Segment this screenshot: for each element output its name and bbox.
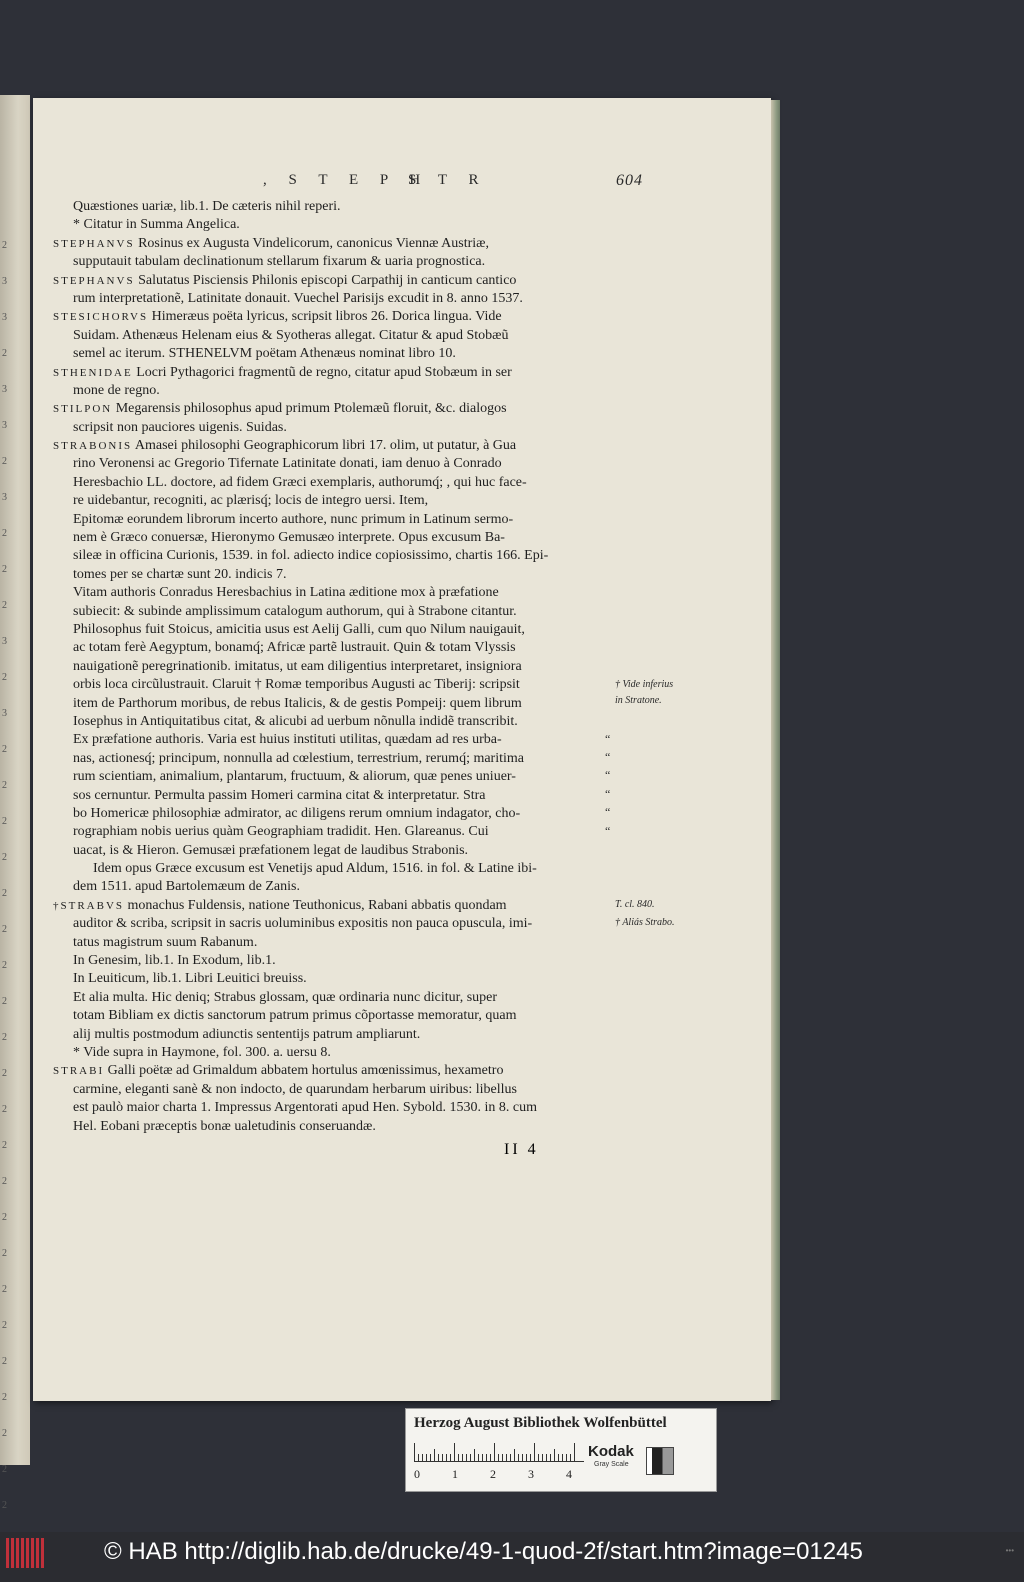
ruler-tick	[542, 1454, 543, 1461]
prev-page-mark: 3	[2, 492, 7, 503]
text-line	[53, 915, 613, 933]
line-text: In Genesim, lib.1. In Exodum, lib.1.	[73, 953, 276, 969]
ruler-tick	[510, 1454, 511, 1461]
prev-page-mark: 2	[2, 1356, 7, 1367]
text-line	[53, 1118, 613, 1136]
text-line	[53, 695, 613, 713]
prev-page-mark: 2	[2, 1212, 7, 1223]
prev-page-mark: 3	[2, 708, 7, 719]
line-text: Quæstiones uariæ, lib.1. De cæteris nihil reperi.	[73, 199, 341, 214]
text-line	[53, 345, 613, 363]
prev-page-mark: 2	[2, 744, 7, 755]
ruler-tick	[490, 1454, 491, 1461]
margin-note: † Vide inferius	[615, 679, 674, 690]
prev-page-mark: 2	[2, 924, 7, 935]
text-line	[53, 731, 613, 749]
prev-page-mark: 2	[2, 456, 7, 467]
line-text: rum scientiam, animalium, plantarum, fructuum, & aliorum, quæ penes uniuer-	[73, 769, 516, 785]
line-text: semel ac iterum. STHENELVM poëtam Athenæus nominat libro 10.	[73, 346, 456, 362]
ruler-tick	[518, 1454, 519, 1461]
text-line	[53, 198, 613, 216]
ruler-tick	[462, 1454, 463, 1461]
ruler-tick	[418, 1454, 419, 1461]
prev-page-mark: 3	[2, 636, 7, 647]
line-text: Ex præfatione authoris. Varia est huius instituti utilitas, quædam ad res urba-	[73, 732, 502, 748]
text-line	[53, 621, 613, 639]
line-text: Et alia multa. Hic deniq; Strabus glossam, quæ ordinaria nunc dicitur, super	[73, 989, 498, 1005]
text-line	[53, 1099, 613, 1117]
page-edge	[771, 100, 780, 1400]
ruler-tick	[502, 1454, 503, 1461]
line-text: rino Veronensi ac Gregorio Tifernate Latinitate donati, iam denuo à Conrado	[73, 456, 502, 472]
line-text: Hel. Eobani præceptis bonæ ualetudinis conseruandæ.	[73, 1118, 376, 1134]
margin-note: T. cl. 840.	[615, 899, 655, 910]
footer-bar	[0, 1532, 1024, 1582]
line-text: Galli poëtæ ad Grimaldum abbatem hortulus amœnissimus, hexametro	[104, 1063, 504, 1079]
text-line	[53, 253, 613, 271]
text-line	[53, 474, 613, 492]
text-line	[53, 787, 613, 805]
line-text: Epitomæ eorundem librorum incerto authore, nunc primum in Latinum sermo-	[73, 511, 514, 527]
line-text: dem 1511. apud Bartolemæum de Zanis.	[73, 879, 300, 895]
line-text: carmine, eleganti sanè & non indocto, de quarundam herbarum uiribus: libellus	[73, 1081, 517, 1097]
margin-note: † Aliás Strabo.	[615, 917, 675, 928]
line-text: Iosephus in Antiquitatibus citat, & alicubi ad uerbum nõnulla indidẽ transcribit.	[73, 713, 518, 729]
quote-mark: “	[605, 823, 611, 838]
ruler-scale	[414, 1439, 584, 1462]
prev-page-mark: 2	[2, 348, 7, 359]
prev-page-mark: 2	[2, 600, 7, 611]
prev-page-mark: 2	[2, 672, 7, 683]
line-text: orbis loca circũlustrauit. Claruit † Romæ temporibus Augusti ac Tiberij: scripsit	[73, 677, 520, 693]
ruler-tick	[414, 1443, 415, 1461]
line-text: sos cernuntur. Permulta passim Homeri carmina citat & interpretatur. Stra	[73, 787, 486, 803]
prev-page-mark: 2	[2, 528, 7, 539]
text-line	[53, 952, 613, 970]
prev-page-mark: 2	[2, 1500, 7, 1511]
ruler-number: 3	[528, 1467, 534, 1481]
line-text: * Vide supra in Haymone, fol. 300. a. uersu 8.	[73, 1044, 331, 1060]
text-line	[53, 419, 613, 437]
text-line	[53, 676, 613, 694]
ruler-tick	[430, 1454, 431, 1461]
library-label	[405, 1408, 717, 1492]
ruler-tick	[514, 1449, 515, 1461]
text-line	[53, 584, 613, 602]
prev-page-mark: 3	[2, 384, 7, 395]
line-text: rum interpretationẽ, Latinitate donauit. Vuechel Parisijs excudit in 8. anno 1537.	[73, 290, 523, 306]
line-text: auditor & scriba, scripsit in sacris uoluminibus expositis non pauca opuscula, imi-	[73, 916, 533, 932]
text-line	[53, 897, 613, 915]
prev-page-mark: 2	[2, 240, 7, 251]
text-line	[53, 639, 613, 657]
line-text: alij multis postmodum adiunctis sententijs patrum ampliarunt.	[73, 1026, 421, 1042]
ruler-tick	[530, 1454, 531, 1461]
ruler-tick	[486, 1454, 487, 1461]
entry-name: STHENIDAE	[53, 366, 133, 379]
ruler-tick	[574, 1443, 575, 1461]
ruler-tick	[558, 1454, 559, 1461]
prev-page-mark: 2	[2, 1140, 7, 1151]
entry-name: STESICHORVS	[53, 311, 149, 324]
prev-page-mark: 2	[2, 1428, 7, 1439]
line-text: nem è Græco conuersæ, Hieronymo Gemusæo interprete. Opus excusum Ba-	[73, 530, 505, 546]
prev-page-mark: 2	[2, 996, 7, 1007]
previous-page-edge	[0, 95, 30, 1511]
text-line	[53, 750, 613, 768]
entry-name: †STRABVS	[53, 899, 125, 912]
ruler-tick	[538, 1454, 539, 1461]
ruler-tick	[570, 1454, 571, 1461]
ruler-tick	[566, 1454, 567, 1461]
text-line	[53, 547, 613, 565]
ruler-tick	[478, 1454, 479, 1461]
ruler-tick	[426, 1454, 427, 1461]
text-line	[53, 364, 613, 382]
ruler-tick	[450, 1454, 451, 1461]
text-line	[53, 400, 613, 418]
entry-name: STRABI	[53, 1065, 105, 1078]
ruler-tick	[446, 1454, 447, 1461]
ruler-tick	[534, 1443, 535, 1461]
line-text: ac totam ferè Aegyptum, bonamq́; Africæ partẽ lustrauit. Quin & totam Vlyssis	[73, 640, 516, 656]
text-line	[53, 308, 613, 326]
prev-page-mark: 2	[2, 1392, 7, 1403]
text-line	[53, 989, 613, 1007]
line-text: item de Parthorum moribus, de rebus Italicis, & de gestis Pompeij: quem librum	[73, 695, 522, 711]
ruler-tick	[458, 1454, 459, 1461]
line-text: * Citatur in Summa Angelica.	[73, 217, 240, 233]
prev-page-mark: 3	[2, 420, 7, 431]
line-text: Himeræus poëta lyricus, scripsit libros 26. Dorica lingua. Vide	[148, 309, 502, 325]
running-header	[203, 172, 643, 194]
quote-mark: “	[605, 750, 611, 764]
line-text: totam Bibliam ex dictis sanctorum patrum primus cõportasse memoratur, quam	[73, 1008, 517, 1024]
text-line	[53, 1026, 613, 1044]
ruler-tick	[562, 1454, 563, 1461]
prev-page-mark: 2	[2, 1320, 7, 1331]
line-text: In Leuiticum, lib.1. Libri Leuitici breuiss.	[73, 971, 307, 987]
line-text: Idem opus Græce excusum est Venetijs apud Aldum, 1516. in fol. & Latine ibi-	[93, 861, 537, 877]
text-line	[53, 970, 613, 988]
ruler-tick	[474, 1449, 475, 1461]
line-text: rographiam nobis uerius quàm Geographiam tradidit. Hen. Glareanus. Cui	[73, 824, 489, 840]
text-line	[53, 492, 613, 510]
text-line	[53, 878, 613, 896]
line-text: subiecit: & subinde amplissimum catalogum authorum, qui à Strabone citantur.	[73, 603, 517, 619]
prev-page-mark: 2	[2, 1176, 7, 1187]
gray-scale-label: Gray Scale	[594, 1461, 629, 1468]
line-text: Salutatus Pisciensis Philonis episcopi Carpathij in canticum cantico	[134, 272, 517, 288]
catchword: II 4	[504, 1141, 539, 1158]
prev-page-mark: 2	[2, 1464, 7, 1475]
ruler-tick	[466, 1454, 467, 1461]
ruler-tick	[454, 1443, 455, 1461]
text-line	[53, 1081, 613, 1099]
text-line	[53, 768, 613, 786]
prev-page-mark: 2	[2, 1032, 7, 1043]
line-text: tomes per se chartæ sunt 20. indicis 7.	[73, 566, 287, 582]
ruler-number: 1	[452, 1467, 458, 1481]
text-line	[53, 603, 613, 621]
page-number: 604	[616, 172, 643, 189]
line-text: Amasei philosophi Geographicorum libri 17. olim, ut putatur, à Gua	[132, 438, 517, 454]
line-text: tatus magistrum suum Rabanum.	[73, 934, 258, 950]
ruler-number: 0	[414, 1467, 420, 1481]
footer-url[interactable]: © HAB http://diglib.hab.de/drucke/49-1-quod-2f/start.htm?image=01245	[104, 1538, 863, 1565]
line-text: uacat, is & Hieron. Gemusæi præfationem legat de laudibus Strabonis.	[73, 842, 469, 858]
ruler-tick	[526, 1454, 527, 1461]
ruler-tick	[506, 1454, 507, 1461]
line-text: Vitam authoris Conradus Heresbachius in Latina æditione mox à præfatione	[73, 585, 499, 601]
ruler-tick	[522, 1454, 523, 1461]
quote-mark: “	[605, 768, 611, 783]
line-text: scripsit non pauciores uigenis. Suidas.	[73, 419, 287, 435]
quote-mark: “	[605, 805, 611, 820]
ruler-tick	[498, 1454, 499, 1461]
prev-page-mark: 2	[2, 1284, 7, 1295]
previous-page-marks	[2, 95, 22, 1511]
line-text: Megarensis philosophus apud primum Ptolemæũ floruit, &c. dialogos	[112, 401, 507, 417]
ruler-tick	[438, 1454, 439, 1461]
prev-page-mark: 2	[2, 780, 7, 791]
book-page	[33, 98, 771, 1401]
line-text: Heresbachio LL. doctore, ad fidem Græci exemplaris, authorumq́; , qui huc face-	[73, 474, 527, 490]
ruler-tick	[550, 1454, 551, 1461]
text-line	[53, 216, 613, 234]
line-text: Rosinus ex Augusta Vindelicorum, canonicus Viennæ Austriæ,	[134, 235, 489, 251]
text-line	[53, 529, 613, 547]
ruler-tick	[554, 1449, 555, 1461]
text-line	[53, 272, 613, 290]
footer-mini: •••	[1005, 1546, 1014, 1555]
prev-page-mark: 2	[2, 816, 7, 827]
entry-name: STILPON	[53, 403, 113, 416]
text-line	[53, 382, 613, 400]
line-text: mone de regno.	[73, 382, 160, 398]
ruler-tick	[434, 1449, 435, 1461]
text-line	[53, 455, 613, 473]
prev-page-mark: 2	[2, 888, 7, 899]
page-text	[53, 198, 613, 1136]
prev-page-mark: 2	[2, 960, 7, 971]
text-line	[53, 842, 613, 860]
line-text: re uidebantur, recogniti, ac plærisq́; locis de integro uersi. Item,	[73, 493, 429, 509]
header-mid: S T R	[408, 172, 488, 188]
text-line	[53, 290, 613, 308]
text-line	[53, 713, 613, 731]
prev-page-mark: 2	[2, 1068, 7, 1079]
line-text: Suidam. Athenæus Helenam eius & Syotheras allegat. Citatur & apud Stobæũ	[73, 327, 509, 343]
ruler-number: 4	[566, 1467, 572, 1481]
prev-page-mark: 3	[2, 312, 7, 323]
quote-mark: “	[605, 786, 611, 801]
ruler-tick	[422, 1454, 423, 1461]
text-line	[53, 1044, 613, 1062]
line-text: supputauit tabulam declinationum stellarum fixarum & uaria prognostica.	[73, 254, 486, 270]
entry-name: STRABONIS	[53, 440, 133, 453]
text-line	[53, 805, 613, 823]
text-line	[53, 235, 613, 253]
text-line	[53, 1062, 613, 1080]
line-text: bo Homericæ philosophiæ admirator, ac diligens rerum omnium indagator, cho-	[73, 805, 521, 821]
label-title: Herzog August Bibliothek Wolfenbüttel	[414, 1415, 667, 1431]
text-line	[53, 934, 613, 952]
text-line	[53, 437, 613, 455]
entry-name: STEPHANVS	[53, 237, 135, 250]
prev-page-mark: 2	[2, 1248, 7, 1259]
text-line	[53, 1007, 613, 1025]
text-line	[53, 860, 613, 878]
prev-page-mark: 2	[2, 852, 7, 863]
hab-logo-icon	[6, 1538, 44, 1568]
kodak-brand: Kodak	[588, 1443, 634, 1460]
line-text: Philosophus fuit Stoicus, amicitia usus est Aelij Galli, cum quo Nilum nauigauit,	[73, 621, 525, 637]
header-left: , S T E P H	[263, 172, 430, 188]
line-text: sileæ in officina Curionis, 1539. in fol. adiecto indice copiosissimo, chartis 166. Epi-	[73, 548, 549, 564]
text-line	[53, 823, 613, 841]
entry-name: STEPHANVS	[53, 274, 135, 287]
line-text: nas, actionesq́; principum, nonnulla ad cœlestium, terrestrium, rerumq́; maritima	[73, 750, 524, 766]
line-text: nauigationẽ peregrinationib. imitatus, ut eam diligentius interpretaret, insigniora	[73, 658, 522, 674]
quote-mark: “	[605, 731, 611, 746]
text-line	[53, 658, 613, 676]
gray-scale-swatch	[646, 1447, 674, 1475]
ruler-tick	[546, 1454, 547, 1461]
text-line	[53, 511, 613, 529]
ruler-tick	[470, 1454, 471, 1461]
ruler-tick	[442, 1454, 443, 1461]
line-text: est paulò maior charta 1. Impressus Argentorati apud Hen. Sybold. 1530. in 8. cum	[73, 1100, 537, 1116]
margin-note: in Stratone.	[615, 695, 662, 706]
line-text: Locri Pythagorici fragmentũ de regno, citatur apud Stobæum in ser	[132, 364, 512, 380]
prev-page-mark: 2	[2, 564, 7, 575]
prev-page-mark: 2	[2, 1104, 7, 1115]
ruler-tick	[482, 1454, 483, 1461]
ruler-tick	[494, 1443, 495, 1461]
text-line	[53, 566, 613, 584]
ruler-number: 2	[490, 1467, 496, 1481]
text-line	[53, 327, 613, 345]
line-text: monachus Fuldensis, natione Teuthonicus, Rabani abbatis quondam	[124, 897, 507, 913]
prev-page-mark: 3	[2, 276, 7, 287]
